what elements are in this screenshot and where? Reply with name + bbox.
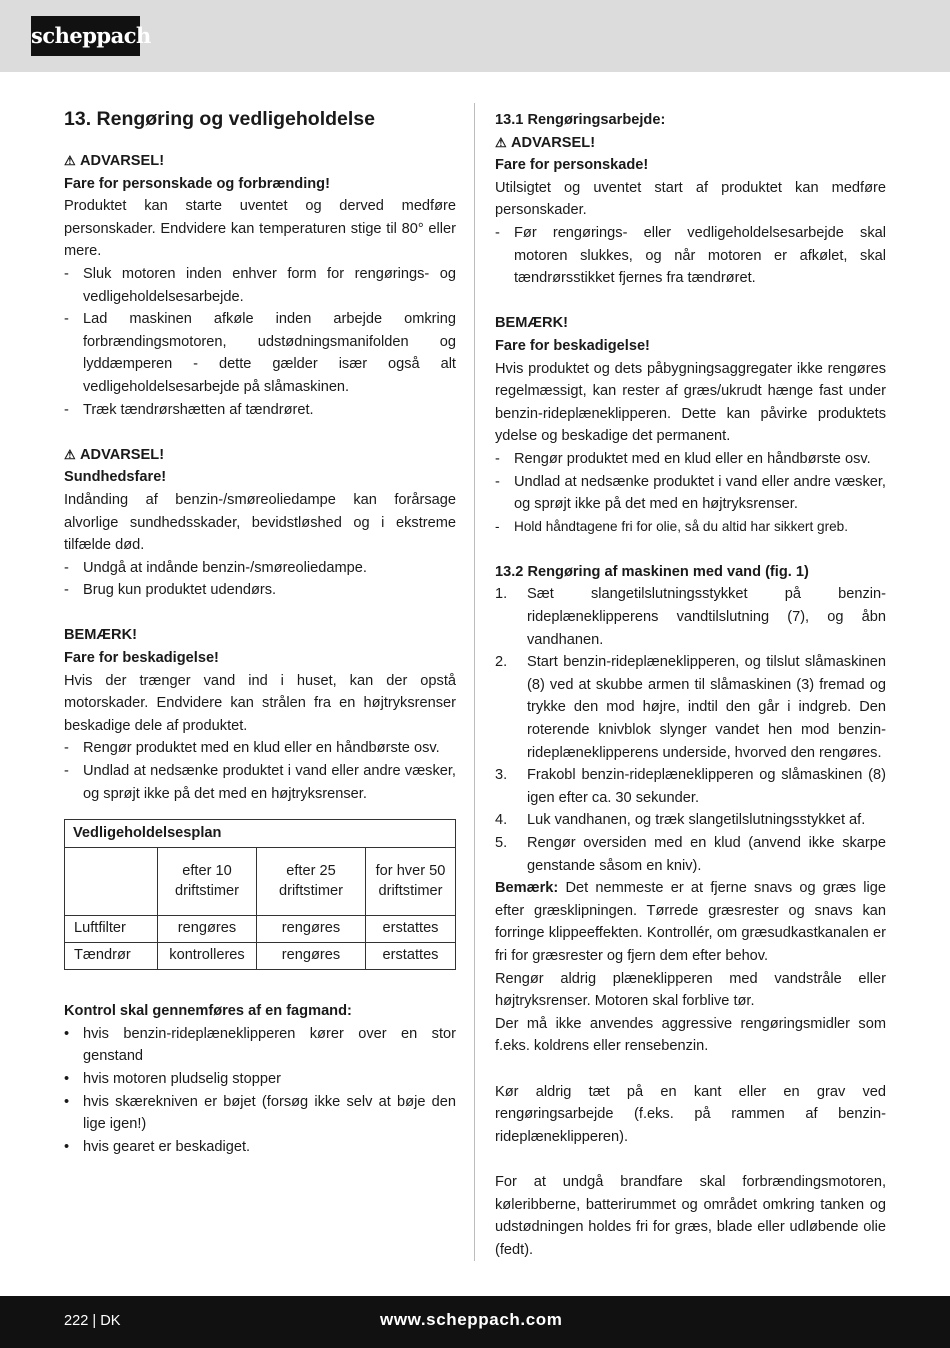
list-item: - Undlad at nedsænke produktet i vand eller andre væsker, og sprøjt ikke på det med en højtryksrenser. [64,763,456,802]
numbered-step: 1. Sæt slangetilslutningsstykket på benzin-rideplæneklipperens vandtilslutning (7), og åbn vandhanen. [495,586,886,648]
table-cell: rengøres [257,916,366,943]
warning-subtitle: Sundhedsfare! [64,469,167,486]
section-title: 13. Rengøring og vedligeholdelse [64,108,375,130]
table-title: Vedligeholdelsesplan [65,820,456,848]
list-item: - Undgå at indånde benzin-/smøreoliedampe. [64,559,367,576]
warning-label: ADVARSEL! [80,153,165,169]
list-item: - Rengør produktet med en klud eller en håndbørste osv. [64,740,440,757]
table-cell: erstattes [366,943,456,970]
subsection-title: 13.1 Rengøringsarbejde: [495,112,666,128]
list-item: - Før rengørings- eller vedligeholdelsesarbejde skal motoren slukkes, og når motoren er afkølet, skal tændrørsstikket fjernes fra tændrøret. [495,224,886,287]
list-item: - Brug kun produktet udendørs. [64,582,277,599]
note-label: BEMÆRK! [495,315,568,332]
list-item: - Lad maskinen afkøle inden arbejde omkring forbrændingsmotoren, udstødningsmanifolden og lyddæmperen - dette gælder især også alt vedligeholdelsesarbejde på slåmaskinen. [64,311,456,395]
section-13-1 [495,109,886,538]
note-text: Hvis produktet og dets påbygningsaggregater ikke rengøres regelmæssigt, kan rester af græs/ukrudt hænge fast under benzin-rideplæneklipperen. Dette kan påvirke produktets ydelse og beskadige det permanent. [495,360,886,445]
page-footer [0,1296,950,1348]
numbered-step: 3. Frakobl benzin-rideplæneklipperen og slåmaskinen (8) igen efter ca. 30 sekunder. [495,767,886,806]
remark-paragraph: Bemærk: Det nemmeste er at fjerne snavs og græs lige efter græsklipningen. Tørrede græsrester og snavs kan forringe klippeeffekten. Kontrollér, om græsudkastkanalen er fri for græsrester og fjern dem efter behov. [495,880,886,964]
warning-subtitle: Fare for personskade! [495,157,649,174]
subsection-title: 13.2 Rengøring af maskinen med vand (fig. 1) [495,563,809,580]
column-divider [474,103,475,1261]
paragraph: For at undgå brandfare skal forbrændingsmotoren, køleribberne, batterirummet og området omkring tanken og udstødningen holdes fri for græs, blade eller udløbende olie (fedt). [495,1173,886,1258]
page-header [0,0,950,72]
warning-triangle-icon: ⚠ [495,134,507,150]
warning-label: ADVARSEL! [511,134,596,151]
page-number: 222 | DK [64,1313,121,1329]
numbered-step: 5. Rengør oversiden med en klud (anvend ikke skarpe genstande såsom en kniv). [495,835,886,874]
table-cell: kontrolleres [158,943,257,970]
numbered-step: 4. Luk vandhanen, og træk slangetilslutningsstykket af. [495,812,866,829]
paragraph: Der må ikke anvendes aggressive rengøringsmidler som f.eks. koldrens eller rensebenzin. [495,1015,886,1055]
table-header-row [65,848,456,916]
note-subtitle: Fare for beskadigelse! [495,337,650,354]
warning-block-2 [64,444,456,602]
note-subtitle: Fare for beskadigelse! [64,650,219,667]
list-item: - Rengør produktet med en klud eller en håndbørste osv. [495,450,871,467]
note-label: BEMÆRK! [64,627,137,644]
warning-text: Produktet kan starte uventet og derved medføre personskader. Endvidere kan temperaturen stige til 80° eller mere. [64,198,456,260]
section-13-2 [495,561,886,1261]
list-item: • hvis skærekniven er bøjet (forsøg ikke selv at bøje den lige igen!) [64,1093,456,1133]
list-item: - Sluk motoren inden enhver form for rengørings- og vedligeholdelsesarbejde. [64,265,456,305]
table-row [65,943,456,970]
list-item: - Træk tændrørshætten af tændrøret. [64,401,314,418]
warning-label: ADVARSEL! [80,446,165,463]
list-item: • hvis motoren pludselig stopper [64,1071,281,1087]
warning-text: Indånding af benzin-/smøreoliedampe kan forårsage alvorlige sundhedsskader, bevidstløshed og i ekstreme tilfælde død. [64,491,456,554]
list-item: • hvis benzin-rideplæneklipperen kører over en stor genstand [64,1025,456,1065]
control-title: Kontrol skal gennemføres af en fagmand: [64,1003,352,1020]
maintenance-plan-table [64,819,456,970]
numbered-step: 2. Start benzin-rideplæneklipperen, og tilslut slåmaskinen (8) ved at skubbe armen til slåmaskinen (3) fremad og trykke den mod højre, indtil den går i indgreb. Den roterende knivblok slynger vandet hen mod benzin-rideplæneklipperens underside, hvorved den rengøres. [495,654,886,761]
warning-triangle-icon: ⚠ [64,446,76,462]
warning-triangle-icon: ⚠ [64,153,76,168]
list-item: • hvis gearet er beskadiget. [64,1138,251,1155]
row-label: Luftfilter [65,916,158,943]
column-header: efter 25 driftstimer [257,848,366,916]
website-link[interactable]: www.scheppach.com [380,1310,563,1329]
warning-block-1 [64,150,456,421]
control-block [64,1000,456,1158]
column-header: for hver 50 driftstimer [366,848,456,916]
table-row [65,916,456,943]
warning-text: Utilsigtet og uventet start af produktet kan medføre personskader. [495,179,886,219]
warning-subtitle: Fare for personskade og forbrænding! [64,175,330,192]
note-text: Hvis der trænger vand ind i huset, kan der opstå motorskader. Endvidere kan strålen fra en højtryksrenser beskadige dele af produktet. [64,672,456,734]
table-cell: rengøres [158,916,257,943]
paragraph: Rengør aldrig plæneklipperen med vandstråle eller højtryksrenser. Motoren skal forblive tør. [495,970,886,1010]
left-column [64,105,456,1158]
paragraph: Kør aldrig tæt på en kant eller en grav ved rengøringsarbejde (f.eks. på rammen af benzin-rideplæneklipperen). [495,1083,886,1145]
right-column [495,109,886,1261]
list-item: - Hold håndtagene fri for olie, så du altid har sikkert greb. [495,518,848,534]
list-item: - Undlad at nedsænke produktet i vand eller andre væsker, og sprøjt ikke på det med en højtryksrenser. [495,473,886,513]
table-cell: rengøres [257,943,366,970]
scheppach-logo: scheppach [31,16,140,56]
row-label: Tændrør [65,943,158,970]
note-block [64,624,456,805]
column-header: efter 10 driftstimer [158,848,257,916]
table-cell: erstattes [366,916,456,943]
